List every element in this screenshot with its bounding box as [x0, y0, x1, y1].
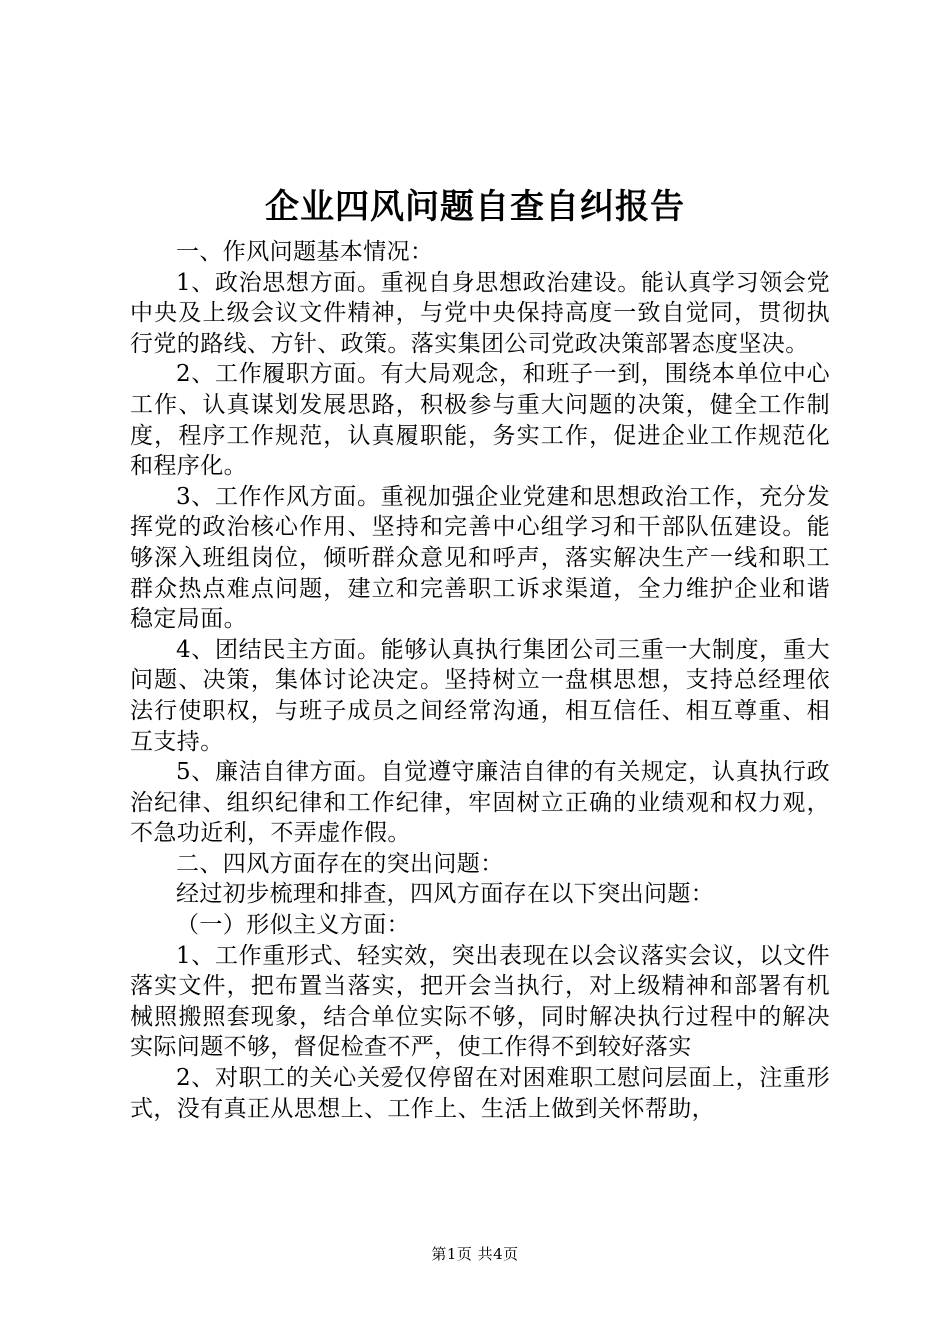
document-title: 企业四风问题自查自纠报告	[265, 187, 685, 227]
paragraph-unity-democracy: 4、团结民主方面。能够认真执行集团公司三重一大制度，重大问题、决策，集体讨论决定。坚持树立一盘棋思想，支持总经理依法行使职权，与班子成员之间经常沟通，相互信任、相互尊重、相互支持。	[130, 636, 830, 755]
section-heading-2: 二、四风方面存在的突出问题：	[176, 850, 504, 877]
paragraph-integrity: 5、廉洁自律方面。自觉遵守廉洁自律的有关规定，认真执行政治纪律、组织纪律和工作纪律，牢固树立正确的业绩观和权力观，不急功近利，不弄虚作假。	[130, 759, 830, 847]
paragraph-formalism-2: 2、对职工的关心关爱仅停留在对困难职工慰问层面上，注重形式，没有真正从思想上、工作上、生活上做到关怀帮助，	[130, 1065, 830, 1122]
page-footer: 第1页 共4页	[431, 1245, 519, 1263]
paragraph-work-style: 3、工作作风方面。重视加强企业党建和思想政治工作，充分发挥党的政治核心作用、坚持和完善中心组学习和干部队伍建设。能够深入班组岗位，倾听群众意见和呼声，落实解决生产一线和职工群众热点难点问题，建立和完善职工诉求渠道，全力维护企业和谐稳定局面。	[130, 483, 830, 633]
paragraph-political-thought: 1、政治思想方面。重视自身思想政治建设。能认真学习领会党中央及上级会议文件精神，与党中央保持高度一致自觉同，贯彻执行党的路线、方针、政策。落实集团公司党政决策部署态度坚决。	[130, 269, 830, 357]
subsection-heading-formalism: （一）形似主义方面：	[176, 912, 410, 939]
section-heading-1: 一、作风问题基本情况：	[176, 239, 434, 265]
document-body	[130, 237, 830, 1124]
paragraph-intro-problems: 经过初步梳理和排查，四风方面存在以下突出问题：	[176, 881, 715, 908]
paragraph-work-duties: 2、工作履职方面。有大局观念，和班子一到，围绕本单位中心工作、认真谋划发展思路，积极参与重大问题的决策，健全工作制度，程序工作规范，认真履职能，务实工作，促进企业工作规范化和程序化。	[130, 361, 830, 480]
paragraph-formalism-1: 1、工作重形式、轻实效，突出表现在以会议落实会议，以文件落实文件，把布置当落实，把开会当执行，对上级精神和部署有机械照搬照套现象，结合单位实际不够，同时解决执行过程中的解决实际问题不够，督促检查不严，使工作得不到较好落实	[130, 942, 830, 1061]
